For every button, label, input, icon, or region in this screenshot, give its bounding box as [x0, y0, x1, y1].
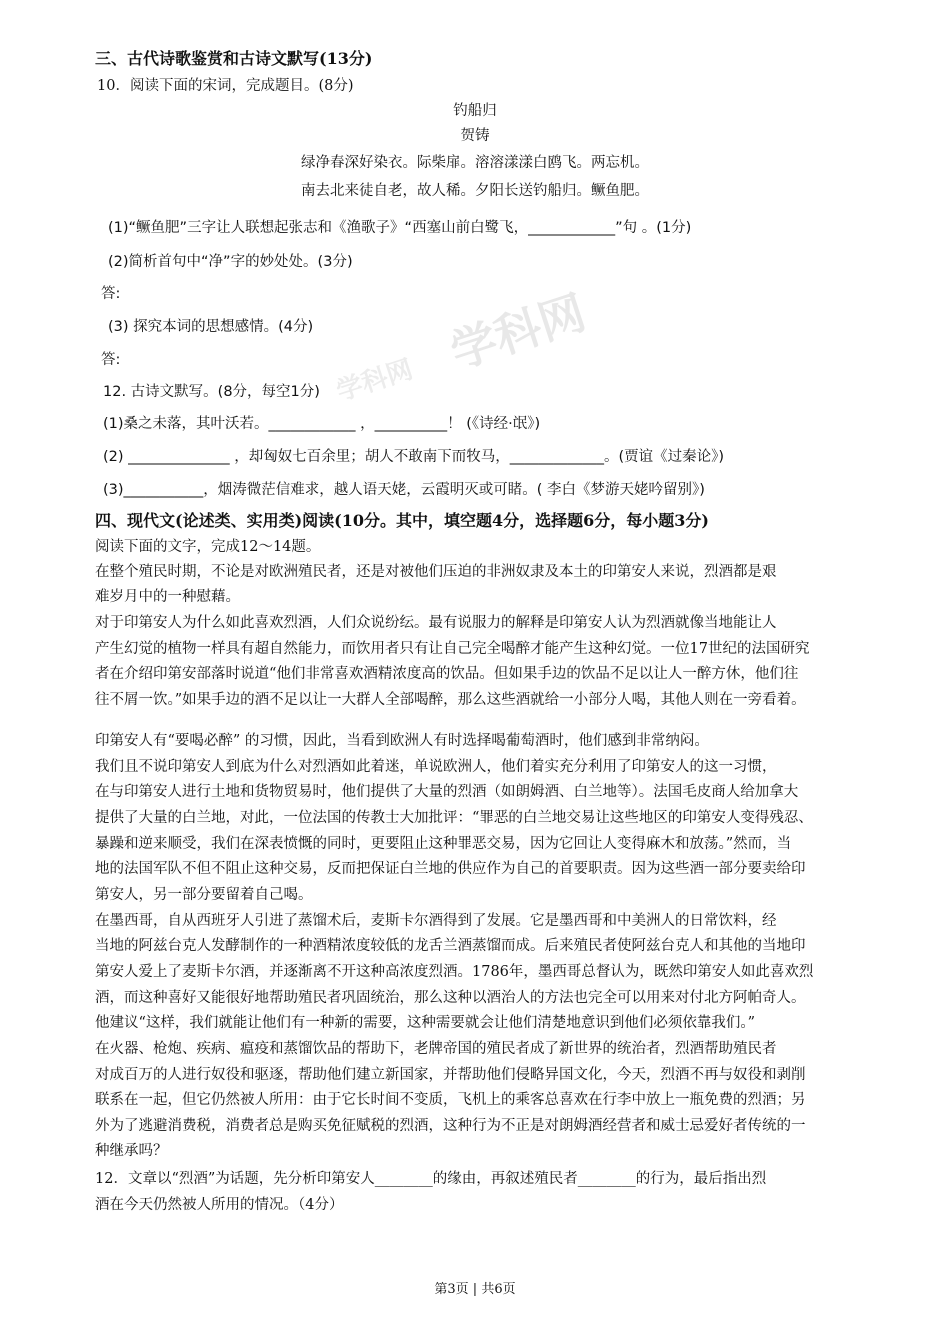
passage-line: 在火器、枪炮、疾病、瘟疫和蒸馏饮品的帮助下，老牌帝国的殖民者成了新世界的统治者，烈酒帮助殖民者	[95, 1041, 777, 1057]
passage-line: 难岁月中的一种慰藉。	[95, 589, 240, 605]
poem-line-1: 绿净春深好染衣。际柴扉。溶溶漾漾白鸥飞。两忘机。	[301, 155, 649, 171]
passage-line: 第安人爱上了麦斯卡尔酒，并逐渐离不开这种高浓度烈酒。1786年，墨西哥总督认为，既然印第安人如此喜欢烈	[95, 964, 814, 980]
section-3-title: 三、古代诗歌鉴赏和古诗文默写(13分)	[95, 49, 373, 68]
passage-line: 对成百万的人进行奴役和驱逐，帮助他们建立新国家，并帮助他们侵略异国文化，今天，烈酒不再与奴役和剥削	[95, 1067, 806, 1083]
passage-line: 对于印第安人为什么如此喜欢烈酒，人们众说纷纭。最有说服力的解释是印第安人认为烈酒就像当地能让人	[95, 615, 777, 631]
passage-line: 联系在一起，但它仍然被人所用：由于它长时间不变质，飞机上的乘客总喜欢在行李中放上一瓶免费的烈酒；另	[95, 1092, 806, 1108]
recitation-item-1: (1)桑之未落，其叶沃若。____________ ，__________！ (《诗经·氓》)	[103, 416, 541, 432]
watermark-logo-small: 学科网	[333, 354, 417, 408]
passage-line: 提供了大量的白兰地，对此，一位法国的传教士大加批评：“罪恶的白兰地交易让这些地区的印第安人变得残忍、	[95, 810, 813, 826]
q12-recitation-prompt: 12. 古诗文默写。(8分，每空1分)	[103, 384, 320, 400]
q10-sub-3: (3) 探究本词的思想感情。(4分)	[108, 319, 314, 335]
passage-line: 产生幻觉的植物一样具有超自然能力，而饮用者只有让自己完全喝醉才能产生这种幻觉。一位17世纪的法国研究	[95, 641, 810, 657]
passage-line: 暴躁和逆来顺受，我们在深表愤慨的同时，更要阻止这种罪恶交易，因为它回让人变得麻木和放荡。”然而，当	[95, 836, 792, 852]
recitation-item-2: (2) ______________ ，却匈奴七百余里；胡人不敢南下而牧马，_____________。(贾谊《过秦论》)	[103, 449, 725, 465]
poem-title: 钓船归	[453, 103, 497, 119]
passage-line: 在与印第安人进行土地和货物贸易时，他们提供了大量的烈酒（如朗姆酒、白兰地等）。法国毛皮商人给加拿大	[95, 784, 799, 800]
section-4-title: 四、现代文(论述类、实用类)阅读(10分。其中，填空题4分，选择题6分，每小题3分)	[95, 511, 709, 530]
poem-author: 贺铸	[460, 128, 490, 144]
passage-line: 第安人，另一部分要留着自己喝。	[95, 887, 313, 903]
passage-line: 地的法国军队不但不阻止这种交易，反而把保证白兰地的供应作为自己的首要职责。因为这些酒一部分要卖给印	[95, 861, 806, 877]
passage-line: 当地的阿兹台克人发酵制作的一种酒精浓度较低的龙舌兰酒蒸馏而成。后来殖民者使阿兹台克人和其他的当地印	[95, 938, 806, 954]
q10-sub-1: (1)“鳜鱼肥”三字让人联想起张志和《渔歌子》“西塞山前白鹭飞，____________”句 。(1分)	[108, 220, 692, 236]
passage-line: 者在介绍印第安部落时说道“他们非常喜欢酒精浓度高的饮品。但如果手边的饮品不足以让人一醉方休，他们往	[95, 666, 799, 682]
passage-intro: 阅读下面的文字，完成12～14题。	[95, 539, 321, 555]
passage-line: 我们且不说印第安人到底为什么对烈酒如此着迷，单说欧洲人，他们着实充分利用了印第安人的这一习惯，	[95, 759, 777, 775]
passage-line: 往不屑一饮。”如果手边的酒不足以让一大群人全部喝醉，那么这些酒就给一小部分人喝，其他人则在一旁看着。	[95, 692, 806, 708]
answer-label-2: 答:	[101, 352, 121, 368]
poem-line-2: 南去北来徒自老，故人稀。夕阳长送钓船归。鳜鱼肥。	[301, 183, 649, 199]
passage-line: 外为了逃避消费税，消费者总是购买免征赋税的烈酒，这种行为不正是对朗姆酒经营者和威士忌爱好者传统的一	[95, 1118, 806, 1134]
q10-prompt: 10．阅读下面的宋词，完成题目。(8分)	[97, 78, 354, 94]
q12-passage-question-line-1: 12．文章以“烈酒”为话题，先分析印第安人________的缘由，再叙述殖民者________的行为，最后指出烈	[95, 1171, 767, 1187]
answer-label-1: 答:	[101, 286, 121, 302]
passage-line: 在墨西哥，自从西班牙人引进了蒸馏术后，麦斯卡尔酒得到了发展。它是墨西哥和中美洲人的日常饮料，经	[95, 913, 777, 929]
passage-line: 他建议“这样，我们就能让他们有一种新的需要，这种需要就会让他们清楚地意识到他们必须依靠我们。”	[95, 1015, 756, 1031]
q10-sub-2: (2)简析首句中“净”字的妙处处。(3分)	[108, 254, 353, 270]
watermark-logo: 学科网	[443, 284, 592, 379]
recitation-item-3: (3)___________，烟涛微茫信难求，越人语天姥，云霞明灭或可睹。( 李白《梦游天姥吟留别》)	[103, 482, 705, 498]
passage-line: 印第安人有“要喝必醉” 的习惯，因此，当看到欧洲人有时选择喝葡萄酒时，他们感到非常纳闷。	[95, 733, 709, 749]
page-number: 第3页 | 共6页	[434, 1282, 516, 1297]
passage-line: 酒，而这种喜好又能很好地帮助殖民者巩固统治，那么这种以酒治人的方法也完全可以用来对付北方阿帕奇人。	[95, 990, 806, 1006]
passage-line: 种继承吗？	[95, 1143, 168, 1159]
passage-line: 在整个殖民时期，不论是对欧洲殖民者，还是对被他们压迫的非洲奴隶及本土的印第安人来说，烈酒都是艰	[95, 564, 777, 580]
q12-passage-question-line-2: 酒在今天仍然被人所用的情况。（4分）	[95, 1197, 344, 1213]
